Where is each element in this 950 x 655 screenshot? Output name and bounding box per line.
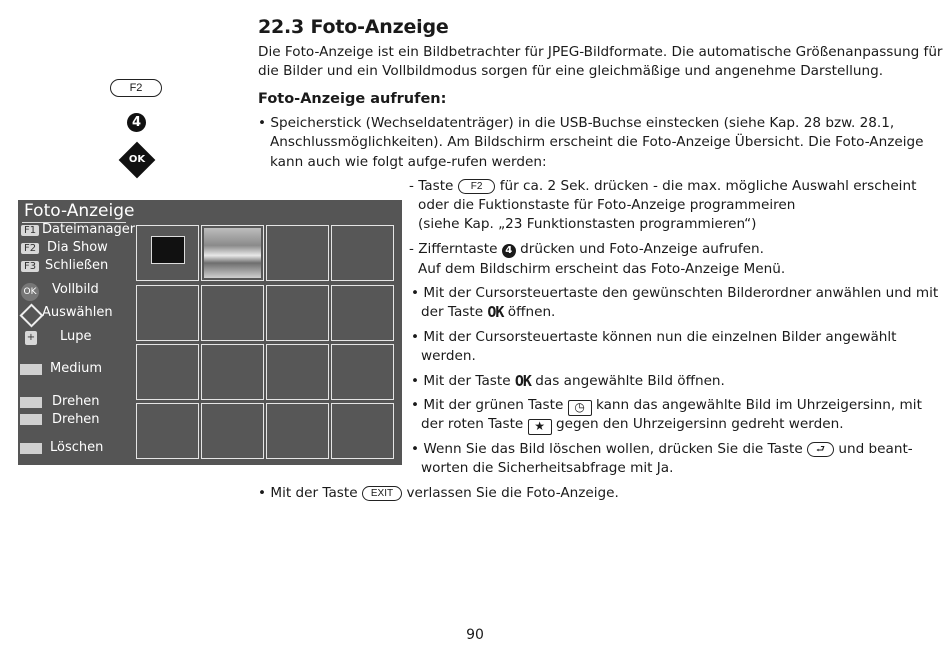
bullet-5-line-2 <box>421 415 844 435</box>
grid-cell[interactable] <box>136 403 199 459</box>
exit-key-icon: EXIT <box>362 486 402 501</box>
step-2-line-2: Auf dem Bildschirm erscheint das Foto-Anzeige Menü. <box>418 261 786 277</box>
grid-cell[interactable] <box>266 225 329 281</box>
f2-key-icon: F2 <box>458 179 496 194</box>
intro-line-2: die Bilder und ein Vollbildmodus sorgen für eine gleichmäßige und angenehme Darstellung. <box>258 63 884 79</box>
photo-image <box>204 228 261 278</box>
step-1-line-3: (siehe Kap. „23 Funktionstasten programmieren“) <box>418 216 757 232</box>
step-1-pre: - Taste <box>409 178 454 194</box>
bullet-7-pre: • Mit der Taste <box>258 485 358 501</box>
bullet-6-pre: • Wenn Sie das Bild löschen wollen, drücken Sie die Taste <box>411 441 803 457</box>
menu-schliessen[interactable]: Schließen <box>45 258 109 273</box>
menu-loeschen[interactable]: Löschen <box>50 440 104 455</box>
back-key-icon: ⮐ <box>807 442 834 457</box>
number-4-key-icon: 4 <box>502 244 516 258</box>
green-rotate-key-icon: ◷ <box>568 400 592 416</box>
step-2-line-1 <box>409 240 764 260</box>
step-1-post: für ca. 2 Sek. drücken - die max. mögliche Auswahl erscheint <box>499 178 917 194</box>
bullet-5-pre: • Mit der grünen Taste <box>411 397 564 413</box>
bullet-6-line-2: worten die Sicherheitsabfrage mit Ja. <box>421 460 674 476</box>
bullet-7-post: verlassen Sie die Foto-Anzeige. <box>406 485 619 501</box>
menu-drehen-right[interactable]: Drehen <box>52 394 100 409</box>
f2-key-icon: F2 <box>110 79 162 97</box>
bullet-3-line-1: • Mit der Cursorsteuertaste können nun die einzelnen Bilder angewählt <box>411 329 897 345</box>
step-2-post: drücken und Foto-Anzeige aufrufen. <box>520 241 764 257</box>
number-4-key-icon: 4 <box>127 113 146 132</box>
ok-key-icon: OK <box>21 283 39 301</box>
f3-key-icon: F3 <box>21 261 39 272</box>
step-2-pre: - Zifferntaste <box>409 241 498 257</box>
bullet-4-post: das angewählte Bild öffnen. <box>535 373 725 389</box>
grid-cell[interactable] <box>331 403 394 459</box>
bullet-2-line-1: • Mit der Cursorsteuertaste den gewünschten Bilderordner anwählen und mit <box>411 285 939 301</box>
bullet-5-line-1 <box>411 396 922 416</box>
page-number: 90 <box>466 627 484 643</box>
bullet-4-pre: • Mit der Taste <box>411 373 511 389</box>
menu-lupe[interactable]: Lupe <box>60 329 92 344</box>
red-star-key-icon: ★ <box>528 419 552 435</box>
grid-cell[interactable] <box>136 285 199 341</box>
back-key-icon <box>20 443 42 454</box>
plus-minus-key-icon: + <box>26 332 36 343</box>
subheading: Foto-Anzeige aufrufen: <box>258 91 447 107</box>
green-key-icon <box>20 397 42 408</box>
grid-cell[interactable] <box>331 285 394 341</box>
bullet-3-line-2: werden. <box>421 348 476 364</box>
step-1-line-2: oder die Fuktionstaste für Foto-Anzeige programmeiren <box>418 197 796 213</box>
grid-cell[interactable] <box>331 225 394 281</box>
bullet-1-line-2: Anschlussmöglichkeiten). Am Bildschirm erscheint die Foto-Anzeige Übersicht. Die Foto-Anzeige <box>270 134 924 150</box>
grid-cell[interactable] <box>201 344 264 400</box>
menu-medium[interactable]: Medium <box>50 361 102 376</box>
bullet-1-line-3: kann auch wie folgt aufge-rufen werden: <box>270 154 547 170</box>
color-key-icon <box>20 364 42 375</box>
step-1-line-1 <box>409 177 916 197</box>
ok-key-icon: OK <box>487 303 504 321</box>
bullet-2-post: öffnen. <box>507 304 556 320</box>
bullet-6-line-1 <box>411 440 913 460</box>
bullet-7 <box>258 484 619 504</box>
grid-cell[interactable] <box>201 403 264 459</box>
menu-drehen-left[interactable]: Drehen <box>52 412 100 427</box>
bullet-6-post: und beant- <box>838 441 913 457</box>
menu-vollbild[interactable]: Vollbild <box>52 282 99 297</box>
grid-cell[interactable] <box>266 344 329 400</box>
ok-key-label: OK <box>128 154 146 165</box>
bullet-5-post: kann das angewählte Bild im Uhrzeigersinn, mit <box>595 397 922 413</box>
grid-cell[interactable] <box>201 285 264 341</box>
bullet-5-post2: gegen den Uhrzeigersinn gedreht werden. <box>555 416 844 432</box>
section-heading: 22.3 Foto-Anzeige <box>258 16 449 38</box>
menu-dateimanager[interactable]: Dateimanager <box>42 222 136 237</box>
bullet-2-pre: der Taste <box>421 304 484 320</box>
folder-thumbnail[interactable] <box>136 225 199 281</box>
menu-dia-show[interactable]: Dia Show <box>47 240 108 255</box>
menu-auswaehlen[interactable]: Auswählen <box>42 305 113 320</box>
bullet-1-line-1: • Speicherstick (Wechseldatenträger) in die USB-Buchse einstecken (siehe Kap. 28 bzw. 28.1, <box>258 115 895 131</box>
panel-title: Foto-Anzeige <box>24 201 135 221</box>
red-key-icon <box>20 414 42 425</box>
grid-cell[interactable] <box>331 344 394 400</box>
intro-line-1: Die Foto-Anzeige ist ein Bildbetrachter für JPEG-Bildformate. Die automatische Größenanpassung für <box>258 44 943 60</box>
bullet-5-pre2: der roten Taste <box>421 416 524 432</box>
grid-cell[interactable] <box>136 344 199 400</box>
f1-key-icon: F1 <box>21 225 39 236</box>
grid-cell[interactable] <box>266 285 329 341</box>
photo-thumbnail[interactable] <box>201 225 264 281</box>
bullet-2-line-2 <box>421 303 555 323</box>
bullet-4 <box>411 372 725 392</box>
grid-cell[interactable] <box>266 403 329 459</box>
folder-icon <box>151 236 185 264</box>
f2-key-icon: F2 <box>21 243 39 254</box>
ok-key-icon: OK <box>514 372 531 390</box>
